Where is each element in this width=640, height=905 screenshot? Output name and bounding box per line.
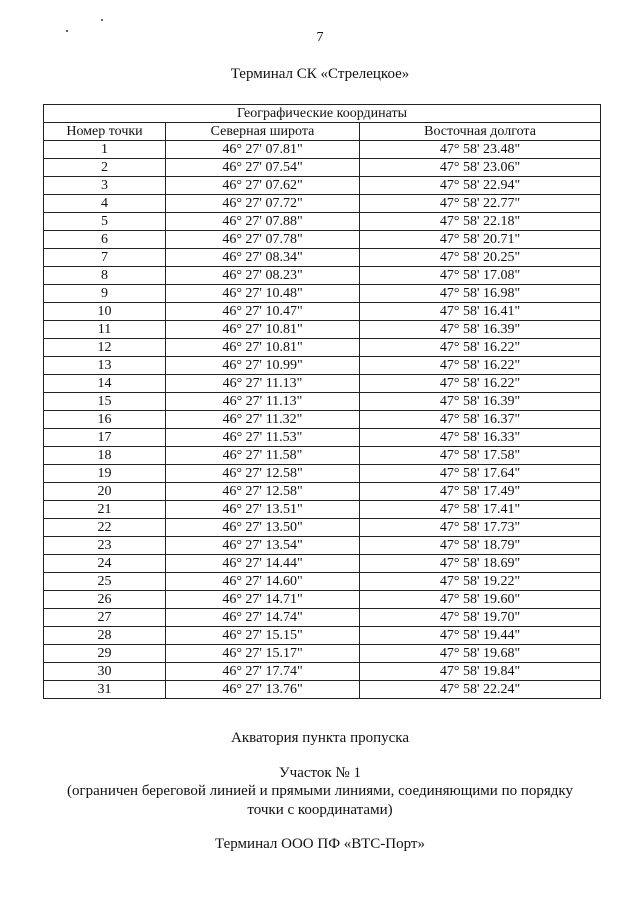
- point-number-cell: 8: [44, 267, 166, 285]
- next-terminal-title: Терминал ООО ПФ «ВТС-Порт»: [215, 836, 425, 852]
- table-row: [44, 339, 601, 357]
- table-row: [44, 681, 601, 699]
- east-longitude-cell: 47° 58' 23.06": [360, 159, 601, 177]
- east-longitude-cell: 47° 58' 23.48": [360, 141, 601, 159]
- north-latitude-cell: 46° 27' 11.53": [166, 429, 360, 447]
- table-row: [44, 285, 601, 303]
- point-number-cell: 21: [44, 501, 166, 519]
- north-latitude-cell: 46° 27' 15.15": [166, 627, 360, 645]
- north-latitude-cell: 46° 27' 13.50": [166, 519, 360, 537]
- north-latitude-cell: 46° 27' 07.78": [166, 231, 360, 249]
- table-row: [44, 303, 601, 321]
- north-latitude-cell: 46° 27' 08.23": [166, 267, 360, 285]
- north-latitude-cell: 46° 27' 17.74": [166, 663, 360, 681]
- table-row: [44, 249, 601, 267]
- point-number-cell: 7: [44, 249, 166, 267]
- north-latitude-cell: 46° 27' 15.17": [166, 645, 360, 663]
- section-description-line-1: (ограничен береговой линией и прямыми линиями, соединяющими по порядку: [66, 783, 573, 799]
- table-row: [44, 231, 601, 249]
- table-row: [44, 573, 601, 591]
- north-latitude-cell: 46° 27' 07.54": [166, 159, 360, 177]
- table-row: [44, 501, 601, 519]
- north-latitude-cell: 46° 27' 07.72": [166, 195, 360, 213]
- east-longitude-cell: 47° 58' 18.79": [360, 537, 601, 555]
- table-row: [44, 267, 601, 285]
- coordinates-table: [43, 104, 601, 699]
- table-row: [44, 141, 601, 159]
- east-longitude-cell: 47° 58' 16.22": [360, 375, 601, 393]
- north-latitude-cell: 46° 27' 10.99": [166, 357, 360, 375]
- north-latitude-cell: 46° 27' 14.60": [166, 573, 360, 591]
- table-row: [44, 537, 601, 555]
- aquatory-title: Акватория пункта пропуска: [230, 730, 410, 746]
- east-longitude-cell: 47° 58' 19.70": [360, 609, 601, 627]
- point-number-cell: 4: [44, 195, 166, 213]
- east-longitude-cell: 47° 58' 16.33": [360, 429, 601, 447]
- north-latitude-cell: 46° 27' 10.81": [166, 321, 360, 339]
- east-longitude-cell: 47° 58' 22.77": [360, 195, 601, 213]
- east-longitude-cell: 47° 58' 17.73": [360, 519, 601, 537]
- table-row: [44, 627, 601, 645]
- north-latitude-cell: 46° 27' 13.51": [166, 501, 360, 519]
- point-number-cell: 2: [44, 159, 166, 177]
- east-longitude-cell: 47° 58' 17.08": [360, 267, 601, 285]
- table-group-header: Географические координаты: [44, 105, 601, 123]
- east-longitude-cell: 47° 58' 17.64": [360, 465, 601, 483]
- east-longitude-cell: 47° 58' 19.22": [360, 573, 601, 591]
- east-longitude-cell: 47° 58' 16.98": [360, 285, 601, 303]
- east-longitude-cell: 47° 58' 17.58": [360, 447, 601, 465]
- east-longitude-cell: 47° 58' 22.24": [360, 681, 601, 699]
- table-row: [44, 465, 601, 483]
- north-latitude-cell: 46° 27' 07.81": [166, 141, 360, 159]
- section-description: [0, 782, 640, 820]
- east-longitude-cell: 47° 58' 20.71": [360, 231, 601, 249]
- east-longitude-cell: 47° 58' 16.41": [360, 303, 601, 321]
- point-number-cell: 18: [44, 447, 166, 465]
- east-longitude-cell: 47° 58' 16.22": [360, 357, 601, 375]
- north-latitude-cell: 46° 27' 11.58": [166, 447, 360, 465]
- table-row: [44, 429, 601, 447]
- east-longitude-cell: 47° 58' 22.18": [360, 213, 601, 231]
- point-number-cell: 3: [44, 177, 166, 195]
- point-number-cell: 30: [44, 663, 166, 681]
- point-number-cell: 12: [44, 339, 166, 357]
- north-latitude-cell: 46° 27' 12.58": [166, 465, 360, 483]
- section-description-line-2: точки с координатами): [247, 802, 393, 818]
- point-number-cell: 11: [44, 321, 166, 339]
- section-title: Участок № 1: [279, 765, 361, 781]
- north-latitude-cell: 46° 27' 13.54": [166, 537, 360, 555]
- point-number-cell: 6: [44, 231, 166, 249]
- north-latitude-cell: 46° 27' 08.34": [166, 249, 360, 267]
- north-latitude-cell: 46° 27' 11.32": [166, 411, 360, 429]
- point-number-cell: 20: [44, 483, 166, 501]
- point-number-cell: 15: [44, 393, 166, 411]
- point-number-cell: 25: [44, 573, 166, 591]
- north-latitude-cell: 46° 27' 14.44": [166, 555, 360, 573]
- east-longitude-cell: 47° 58' 22.94": [360, 177, 601, 195]
- east-longitude-cell: 47° 58' 19.68": [360, 645, 601, 663]
- north-latitude-cell: 46° 27' 10.47": [166, 303, 360, 321]
- table-row: [44, 519, 601, 537]
- point-number-cell: 14: [44, 375, 166, 393]
- north-latitude-cell: 46° 27' 10.81": [166, 339, 360, 357]
- east-longitude-cell: 47° 58' 16.39": [360, 321, 601, 339]
- east-longitude-cell: 47° 58' 17.41": [360, 501, 601, 519]
- north-latitude-cell: 46° 27' 14.71": [166, 591, 360, 609]
- point-number-cell: 26: [44, 591, 166, 609]
- scan-speck: [101, 19, 103, 21]
- table-row: [44, 393, 601, 411]
- east-longitude-cell: 47° 58' 19.84": [360, 663, 601, 681]
- east-longitude-cell: 47° 58' 19.60": [360, 591, 601, 609]
- table-row: [44, 447, 601, 465]
- point-number-cell: 13: [44, 357, 166, 375]
- table-row: [44, 663, 601, 681]
- table-row: [44, 213, 601, 231]
- point-number-cell: 9: [44, 285, 166, 303]
- table-body: [44, 141, 601, 699]
- table-row: [44, 411, 601, 429]
- north-latitude-cell: 46° 27' 11.13": [166, 375, 360, 393]
- point-number-cell: 19: [44, 465, 166, 483]
- east-longitude-cell: 47° 58' 19.44": [360, 627, 601, 645]
- north-latitude-cell: 46° 27' 12.58": [166, 483, 360, 501]
- point-number-cell: 24: [44, 555, 166, 573]
- table-row: [44, 159, 601, 177]
- point-number-cell: 29: [44, 645, 166, 663]
- table-row: [44, 321, 601, 339]
- table-row: [44, 195, 601, 213]
- table-row: [44, 483, 601, 501]
- north-latitude-cell: 46° 27' 11.13": [166, 393, 360, 411]
- point-number-cell: 17: [44, 429, 166, 447]
- east-longitude-cell: 47° 58' 16.37": [360, 411, 601, 429]
- point-number-cell: 16: [44, 411, 166, 429]
- column-header-point-number: Номер точки: [44, 123, 166, 141]
- column-header-north-latitude: Северная широта: [166, 123, 360, 141]
- north-latitude-cell: 46° 27' 14.74": [166, 609, 360, 627]
- east-longitude-cell: 47° 58' 18.69": [360, 555, 601, 573]
- table-row: [44, 591, 601, 609]
- table-row: [44, 357, 601, 375]
- north-latitude-cell: 46° 27' 10.48": [166, 285, 360, 303]
- east-longitude-cell: 47° 58' 16.39": [360, 393, 601, 411]
- north-latitude-cell: 46° 27' 13.76": [166, 681, 360, 699]
- east-longitude-cell: 47° 58' 17.49": [360, 483, 601, 501]
- point-number-cell: 27: [44, 609, 166, 627]
- north-latitude-cell: 46° 27' 07.88": [166, 213, 360, 231]
- point-number-cell: 31: [44, 681, 166, 699]
- point-number-cell: 1: [44, 141, 166, 159]
- point-number-cell: 28: [44, 627, 166, 645]
- north-latitude-cell: 46° 27' 07.62": [166, 177, 360, 195]
- point-number-cell: 22: [44, 519, 166, 537]
- point-number-cell: 10: [44, 303, 166, 321]
- table-row: [44, 375, 601, 393]
- east-longitude-cell: 47° 58' 20.25": [360, 249, 601, 267]
- table-row: [44, 609, 601, 627]
- table-row: [44, 555, 601, 573]
- point-number-cell: 23: [44, 537, 166, 555]
- column-header-east-longitude: Восточная долгота: [360, 123, 601, 141]
- east-longitude-cell: 47° 58' 16.22": [360, 339, 601, 357]
- point-number-cell: 5: [44, 213, 166, 231]
- table-row: [44, 645, 601, 663]
- terminal-title: Терминал СК «Стрелецкое»: [230, 66, 410, 82]
- table-row: [44, 177, 601, 195]
- page-number: 7: [316, 30, 324, 45]
